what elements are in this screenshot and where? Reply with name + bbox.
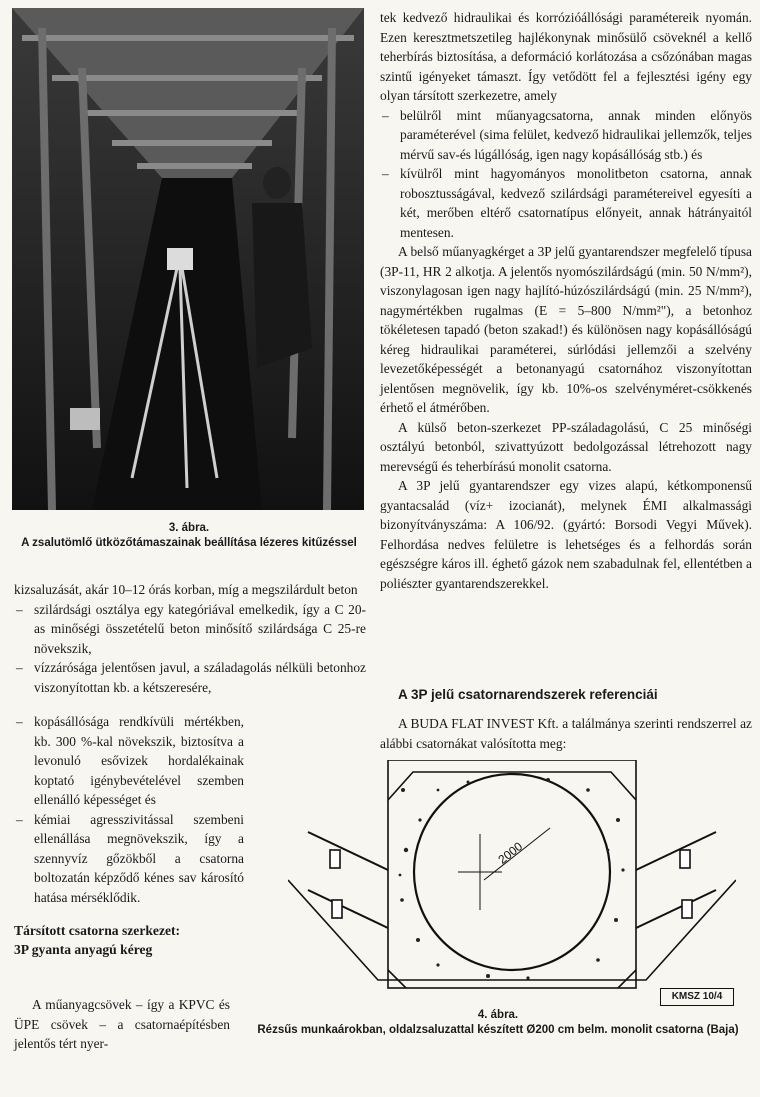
right-para2: A belső műanyagkérget a 3P jelű gyantarendszer megfelelő típusa (3P-11, HR 2 alkotja. A jelentős nyomószilárdságú (min. 50 N/mm²), viszonylagosan igen nagy hajlító-húzószilárdságú (min. 25 N/mm²), nagymértékben rugalmas (E = 5–800 N/mm²"), a betonhoz tökéletesen tapadó (beton szakad!) és különösen nagy kopásállóságú kéreg hidraulikai paraméterei, súrlódási jellemzői a szelvény levezetőképességét a betonanyagú csatornához viszonyítottan jelentősen megnövelik, így kb. 10%-os szelvényméret-csökkenés érhető el átmérőben.	[380, 244, 752, 415]
left-intro: kizsaluzását, akár 10–12 órás korban, míg a megszilárdult beton	[14, 582, 358, 597]
figure4-number: 4. ábra.	[477, 1009, 519, 1021]
left-bullet-list-narrow	[14, 712, 244, 907]
section-heading: A 3P jelű csatornarendszerek referenciái	[398, 687, 658, 702]
subheading-line2: 3P gyanta anyagú kéreg	[14, 942, 153, 957]
left-bullet-2: – vízzárósága jelentősen javul, a száladagolás nélküli betonhoz viszonyítottan kb. a kétszeresére,	[14, 658, 366, 697]
right-column-bottom	[380, 714, 752, 753]
right-para3: A külső beton-szerkezet PP-száladagolású, C 25 minőségi osztályú betonból, szivattyúzott bedolgozással létrehozott nagy merevségű és teherbírású monolit csatorna.	[380, 419, 752, 474]
left-column-narrow	[14, 712, 244, 959]
left-bullet-4: – kémiai agresszivitással szembeni ellenállása megnövekszik, így a szennyvíz gőzökből a csatorna boltozatán képződő kénes sav károsító hatása mérséklődik.	[14, 810, 244, 908]
right-bullet-2: – kívülről mint hagyományos monolitbeton csatorna, annak robosztusságával, kedvező szilárdsági paramétereivel egyesíti a két, merőben eltérő csatornatípus előnyeit, annak hátrányaitól mentesen.	[380, 164, 752, 242]
figure4-caption	[238, 1008, 758, 1038]
right-column	[380, 8, 752, 593]
figure3-caption	[14, 521, 364, 551]
right-para4: A 3P jelű gyantarendszer egy vizes alapú, kétkomponensű gyantacsalád (víz+ izocianát), melynek ÉMI alkalmassági bizonyítványszáma: A 106/92. (gyártó: Borsodi Vegyi Művek). Felhordása nedves felületre is lehetséges és a felhordás során egészségre káros ill. éghető gázok nem szabadulnak fel, ellentétben a poliészter gyantarendszerekkel.	[380, 478, 752, 591]
right-para1: tek kedvező hidraulikai és korrózióállósági paramétereik nyomán. Ezen keresztmetszetileg hajlékonynak minősülő csöveknél a kellő teherbírás biztosítása, a deformáció korlátozása a csőzónában magas szintű igényeket támaszt. Így vetődött fel a fejlesztési igény egy olyan társított szerkezetre, amely	[380, 10, 752, 103]
left-column-top	[14, 580, 366, 697]
right-bullet-1: – belülről mint műanyagcsatorna, annak minden előnyös paraméterével (sima felület, kedvező hidraulikai jellemzők, teljes mérvű sav-és lúgállóság, igen nagy kopásállóság stb.) és	[380, 106, 752, 165]
right-bullet-list	[380, 106, 752, 243]
left-last-paragraph: A műanyagcsövek – így a KPVC és ÜPE csövek – a csatornaépítésben jelentős tért nyer-	[14, 997, 230, 1051]
left-column-bottom	[14, 995, 230, 1054]
figure3-number: 3. ábra.	[168, 522, 210, 534]
figure4-dimension-label: 2000	[495, 839, 526, 867]
figure4-drawing	[288, 760, 736, 1002]
subheading-line1: Társított csatorna szerkezet:	[14, 923, 181, 938]
left-bullet-list-wide	[14, 600, 366, 698]
figure3-photo	[12, 8, 364, 510]
left-bullet-1: – szilárdsági osztálya egy kategóriával emelkedik, így a C 20-as minőségi összetételű beton minősítő szilárdsága C 25-re növekszik,	[14, 600, 366, 659]
right-para5: A BUDA FLAT INVEST Kft. a találmánya szerinti rendszerrel az alábbi csatornákat valósította meg:	[380, 716, 752, 751]
figure4-caption-text: Rézsűs munkaárokban, oldalzsaluzattal készített Ø200 cm belm. monolit csatorna (Baja)	[257, 1024, 739, 1036]
figure3-caption-text: A zsalutömlő ütközőtámaszainak beállítása lézeres kitűzéssel	[21, 537, 357, 549]
left-bullet-3: – kopásállósága rendkívüli mértékben, kb. 300 %-kal növekszik, biztosítva a levonuló esővizek hordalékainak koptató igénybevételével szemben ellenálló képességet és	[14, 712, 244, 810]
figure4-stamp: KMSZ 10/4	[660, 988, 734, 1006]
